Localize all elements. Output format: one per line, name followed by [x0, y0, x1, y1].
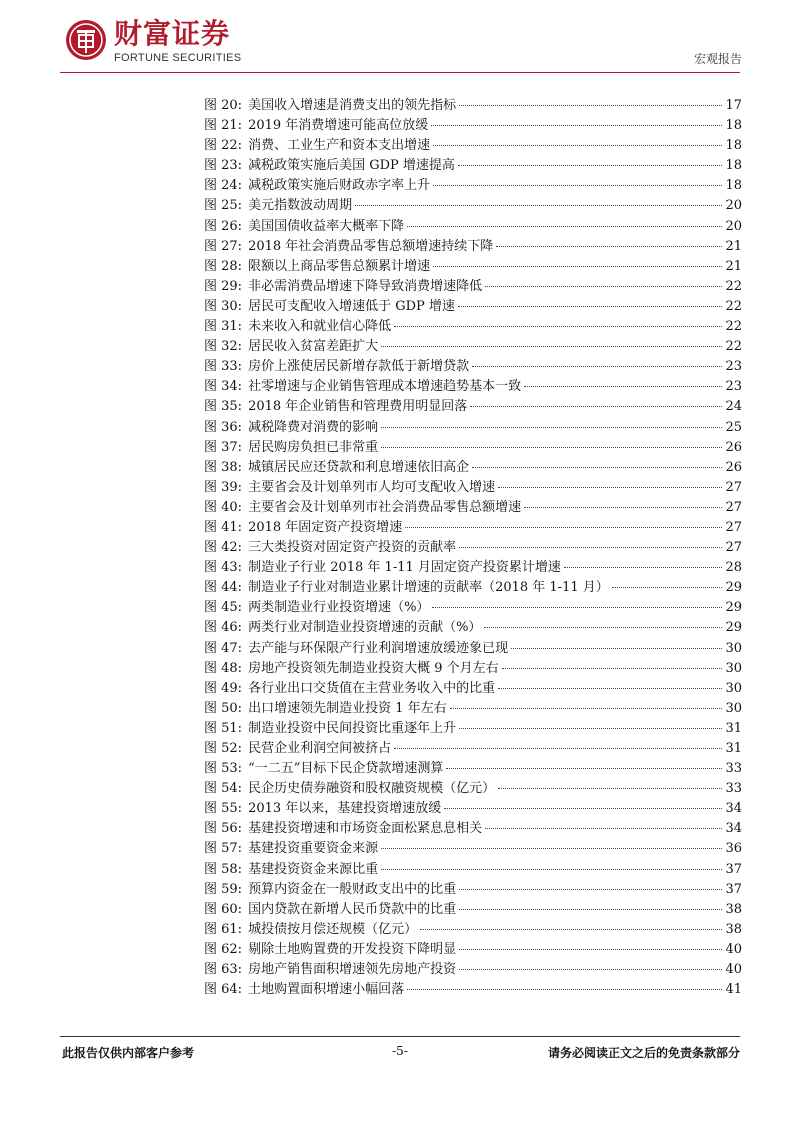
figure-page-number: 38: [725, 921, 742, 937]
figure-title: 民营企业利润空间被挤占: [248, 741, 392, 756]
toc-entry[interactable]: [204, 920, 742, 940]
figure-label: 图 29:: [204, 278, 243, 294]
figure-page-number: 26: [725, 459, 742, 475]
figure-label: 图 62:: [204, 941, 243, 957]
figure-title: “一二五”目标下民企贷款增速测算: [248, 761, 444, 777]
figure-title: 土地购置面积增速小幅回落: [248, 982, 405, 998]
figure-page-number: 27: [725, 519, 742, 535]
figure-label: 图 57:: [204, 841, 243, 857]
figure-title: 房价上涨使居民新增存款低于新增贷款: [248, 359, 470, 375]
figure-title: 基建投资重要资金来源: [248, 841, 379, 857]
toc-entry[interactable]: [204, 176, 742, 196]
figure-page-number: 17: [725, 98, 742, 113]
figure-page-number: 28: [725, 560, 742, 576]
figure-title: 预算内资金在一般财政支出中的比重: [248, 881, 457, 897]
figure-title: 美元指数波动周期: [248, 198, 353, 214]
figure-label: 图 47:: [204, 640, 243, 656]
figure-title: 美国收入增速是消费支出的领先指标: [248, 98, 457, 113]
brand-name-en: FORTUNE SECURITIES: [114, 52, 242, 64]
figure-page-number: 18: [725, 158, 742, 174]
figure-label: 图 27:: [204, 238, 243, 254]
figure-page-number: 30: [725, 660, 742, 676]
report-type: 宏观报告: [693, 52, 742, 66]
figure-page-number: 26: [725, 439, 742, 455]
figure-page-number: 22: [725, 298, 742, 314]
toc-entry[interactable]: [204, 237, 742, 257]
figure-page-number: 18: [725, 138, 742, 154]
figure-page-number: 38: [725, 901, 742, 917]
figure-label: 图 23:: [204, 158, 243, 174]
figure-label: 图 28:: [204, 258, 243, 274]
toc-entry[interactable]: [204, 860, 742, 880]
figure-page-number: 40: [725, 962, 742, 978]
toc-entry[interactable]: [204, 357, 742, 377]
dot-leader: [472, 467, 722, 468]
figure-label: 图 39:: [204, 479, 243, 495]
figure-label: 图 43:: [204, 560, 243, 576]
figure-label: 图 41:: [204, 519, 243, 535]
figure-page-number: 25: [725, 419, 742, 435]
dot-leader: [444, 808, 722, 809]
page-header: [0, 0, 800, 80]
toc-entry[interactable]: [204, 498, 742, 518]
figure-title: 城投债按月偿还规模（亿元）: [248, 921, 418, 937]
figure-page-number: 27: [725, 479, 742, 495]
figure-label: 图 58:: [204, 861, 243, 877]
dot-leader: [498, 688, 722, 689]
dot-leader: [450, 708, 723, 709]
figure-page-number: 30: [725, 680, 742, 696]
toc-entry[interactable]: [204, 558, 742, 578]
figure-page-number: 34: [725, 801, 742, 817]
figure-label: 图 20:: [204, 98, 243, 113]
figure-page-number: 33: [725, 761, 742, 777]
dot-leader: [394, 326, 722, 327]
figure-label: 图 32:: [204, 339, 243, 355]
dot-leader: [381, 447, 722, 448]
figure-page-number: 22: [725, 319, 742, 335]
toc-entry[interactable]: [204, 196, 742, 216]
toc-entry[interactable]: [204, 418, 742, 438]
toc-entry[interactable]: [204, 779, 742, 799]
dot-leader: [498, 487, 722, 488]
dot-leader: [612, 587, 723, 588]
dot-leader: [458, 165, 723, 166]
figure-page-number: 22: [725, 278, 742, 294]
figure-label: 图 45:: [204, 600, 243, 616]
figure-title: 2013 年以来，基建投资增速放缓: [248, 801, 442, 817]
figure-page-number: 37: [725, 861, 742, 877]
dot-leader: [470, 406, 722, 407]
dot-leader: [458, 306, 723, 307]
dot-leader: [394, 748, 722, 749]
figure-title: 减税政策实施后财政赤字率上升: [248, 178, 431, 194]
toc-entry[interactable]: [204, 900, 742, 920]
dot-leader: [381, 427, 722, 428]
dot-leader: [381, 346, 722, 347]
figure-page-number: 30: [725, 700, 742, 716]
figure-title: 居民购房负担已非常重: [248, 439, 379, 455]
figure-page-number: 29: [725, 580, 742, 596]
footer-legal-note: 请务必阅读正文之后的免责条款部分: [547, 1046, 740, 1060]
figure-label: 图 30:: [204, 298, 243, 314]
figure-title: 民企历史债券融资和股权融资规模（亿元）: [248, 781, 496, 797]
figure-label: 图 35:: [204, 399, 243, 415]
dot-leader: [432, 607, 722, 608]
toc-entry[interactable]: [204, 618, 742, 638]
toc-entry[interactable]: [204, 739, 742, 759]
toc-entry[interactable]: [204, 377, 742, 397]
dot-leader: [511, 648, 722, 649]
figure-label: 图 38:: [204, 459, 243, 475]
dot-leader: [420, 929, 722, 930]
figure-page-number: 21: [725, 238, 742, 254]
dot-leader: [459, 105, 722, 106]
figure-label: 图 26:: [204, 218, 243, 234]
figure-label: 图 36:: [204, 419, 243, 435]
figure-page-number: 36: [725, 841, 742, 857]
toc-entry[interactable]: [204, 598, 742, 618]
figure-label: 图 59:: [204, 881, 243, 897]
dot-leader: [524, 386, 722, 387]
figure-page-number: 22: [725, 339, 742, 355]
figure-page-number: 40: [725, 941, 742, 957]
figure-label: 图 40:: [204, 499, 243, 515]
toc-entry[interactable]: [204, 759, 742, 779]
figure-title: 2018 年固定资产投资增速: [248, 519, 403, 535]
toc-entry[interactable]: [204, 96, 742, 116]
figure-label: 图 46:: [204, 620, 243, 636]
figure-label: 图 24:: [204, 178, 243, 194]
toc-entry[interactable]: [204, 940, 742, 960]
toc-entry[interactable]: [204, 719, 742, 739]
figure-title: 基建投资资金来源比重: [248, 861, 379, 877]
dot-leader: [459, 728, 722, 729]
toc-entry[interactable]: [204, 659, 742, 679]
toc-entry[interactable]: [204, 518, 742, 538]
dot-leader: [472, 366, 722, 367]
dot-leader: [446, 768, 722, 769]
figure-title: 制造业子行业对制造业累计增速的贡献率（2018 年 1-11 月）: [248, 580, 609, 596]
figure-label: 图 64:: [204, 982, 243, 998]
header-divider: [60, 72, 740, 73]
dot-leader: [485, 828, 722, 829]
figure-label: 图 52:: [204, 741, 243, 756]
figure-label: 图 63:: [204, 962, 243, 978]
dot-leader: [498, 788, 722, 789]
figure-title: 消费、工业生产和资本支出增速: [248, 138, 431, 154]
toc-entry[interactable]: [204, 297, 742, 317]
figure-title: 剔除土地购置费的开发投资下降明显: [248, 941, 457, 957]
figure-page-number: 37: [725, 881, 742, 897]
dot-leader: [407, 226, 722, 227]
figure-label: 图 48:: [204, 660, 243, 676]
figure-page-number: 18: [725, 178, 742, 194]
figure-title: 社零增速与企业销售管理成本增速趋势基本一致: [248, 379, 522, 395]
toc-entry[interactable]: [204, 317, 742, 337]
figure-page-number: 30: [725, 640, 742, 656]
figure-page-number: 33: [725, 781, 742, 797]
toc-entry[interactable]: [204, 156, 742, 176]
footer-divider: [60, 1036, 740, 1037]
figure-page-number: 27: [725, 499, 742, 515]
figure-label: 图 50:: [204, 700, 243, 716]
figure-page-number: 20: [725, 198, 742, 214]
figure-title: 去产能与环保限产行业利润增速放缓迹象已现: [248, 640, 509, 656]
figure-title: 各行业出口交货值在主营业务收入中的比重: [248, 680, 496, 696]
dot-leader: [355, 205, 722, 206]
figure-page-number: 23: [725, 379, 742, 395]
figure-label: 图 21:: [204, 118, 243, 134]
figure-page-number: 31: [725, 720, 742, 736]
toc-entry[interactable]: [204, 438, 742, 458]
footer-disclaimer-note: 此报告仅供内部客户参考: [62, 1046, 195, 1060]
dot-leader: [433, 266, 722, 267]
figure-title: 居民可支配收入增速低于 GDP 增速: [248, 298, 455, 314]
figure-title: 出口增速领先制造业投资 1 年左右: [248, 700, 447, 716]
dot-leader: [524, 507, 722, 508]
figure-label: 图 56:: [204, 821, 243, 837]
figure-label: 图 33:: [204, 359, 243, 375]
dot-leader: [431, 125, 722, 126]
figure-title: 限额以上商品零售总额累计增速: [248, 258, 431, 274]
brand-name-cn: 财富证券: [114, 17, 231, 50]
figure-title: 两类行业对制造业投资增速的贡献（%）: [248, 620, 482, 636]
figure-page-number: 34: [725, 821, 742, 837]
toc-entry[interactable]: [204, 819, 742, 839]
toc-entry[interactable]: [204, 257, 742, 277]
figure-title: 房地产投资领先制造业投资大概 9 个月左右: [248, 660, 499, 676]
dot-leader: [459, 547, 722, 548]
dot-leader: [405, 527, 722, 528]
figure-page-number: 18: [725, 118, 742, 134]
figure-title: 城镇居民应还贷款和利息增速依旧高企: [248, 459, 470, 475]
dot-leader: [381, 869, 722, 870]
figure-label: 图 53:: [204, 761, 243, 777]
toc-entry[interactable]: [204, 478, 742, 498]
dot-leader: [502, 668, 723, 669]
dot-leader: [459, 969, 722, 970]
figure-title: 制造业子行业 2018 年 1-11 月固定资产投资累计增速: [248, 560, 561, 576]
figure-title: 国内贷款在新增人民币贷款中的比重: [248, 901, 457, 917]
toc-entry[interactable]: [204, 699, 742, 719]
figure-title: 美国国债收益率大概率下降: [248, 218, 405, 234]
figure-list: [204, 96, 742, 1000]
page-number: -5-: [392, 1044, 408, 1058]
toc-entry[interactable]: [204, 277, 742, 297]
figure-page-number: 31: [725, 741, 742, 756]
figure-title: 主要省会及计划单列市人均可支配收入增速: [248, 479, 496, 495]
figure-label: 图 25:: [204, 198, 243, 214]
dot-leader: [485, 286, 722, 287]
toc-entry[interactable]: [204, 217, 742, 237]
dot-leader: [564, 567, 723, 568]
figure-label: 图 60:: [204, 901, 243, 917]
figure-label: 图 42:: [204, 540, 243, 556]
figure-page-number: 29: [725, 600, 742, 616]
figure-label: 图 51:: [204, 720, 243, 736]
figure-page-number: 23: [725, 359, 742, 375]
dot-leader: [433, 145, 722, 146]
figure-title: 两类制造业行业投资增速（%）: [248, 600, 430, 616]
figure-label: 图 55:: [204, 801, 243, 817]
dot-leader: [496, 246, 722, 247]
figure-title: 居民收入贫富差距扩大: [248, 339, 379, 355]
toc-entry[interactable]: [204, 880, 742, 900]
figure-title: 主要省会及计划单列市社会消费品零售总额增速: [248, 499, 522, 515]
dot-leader: [433, 185, 722, 186]
figure-page-number: 24: [725, 399, 742, 415]
figure-title: 制造业投资中民间投资比重逐年上升: [248, 720, 457, 736]
figure-label: 图 22:: [204, 138, 243, 154]
toc-entry[interactable]: [204, 397, 742, 417]
toc-entry[interactable]: [204, 799, 742, 819]
figure-label: 图 49:: [204, 680, 243, 696]
figure-title: 减税政策实施后美国 GDP 增速提高: [248, 158, 455, 174]
figure-title: 2018 年企业销售和管理费用明显回落: [248, 399, 468, 415]
figure-title: 2018 年社会消费品零售总额增速持续下降: [248, 238, 494, 254]
figure-page-number: 41: [725, 982, 742, 998]
figure-title: 未来收入和就业信心降低: [248, 319, 392, 335]
toc-entry[interactable]: [204, 639, 742, 659]
toc-entry[interactable]: [204, 578, 742, 598]
toc-entry[interactable]: [204, 337, 742, 357]
figure-label: 图 31:: [204, 319, 243, 335]
dot-leader: [484, 627, 722, 628]
figure-page-number: 20: [725, 218, 742, 234]
figure-label: 图 54:: [204, 781, 243, 797]
fortune-securities-logo-icon: [64, 18, 108, 62]
figure-label: 图 44:: [204, 580, 243, 596]
dot-leader: [459, 949, 722, 950]
figure-page-number: 21: [725, 258, 742, 274]
toc-entry[interactable]: [204, 679, 742, 699]
toc-entry[interactable]: [204, 136, 742, 156]
figure-title: 基建投资增速和市场资金面松紧息息相关: [248, 821, 483, 837]
figure-title: 2019 年消费增速可能高位放缓: [248, 118, 429, 134]
dot-leader: [459, 889, 722, 890]
figure-label: 图 61:: [204, 921, 243, 937]
toc-entry[interactable]: [204, 960, 742, 980]
figure-page-number: 29: [725, 620, 742, 636]
dot-leader: [407, 989, 722, 990]
dot-leader: [381, 848, 722, 849]
figure-title: 三大类投资对固定资产投资的贡献率: [248, 540, 457, 556]
figure-page-number: 27: [725, 540, 742, 556]
figure-label: 图 37:: [204, 439, 243, 455]
toc-entry[interactable]: [204, 116, 742, 136]
figure-title: 非必需消费品增速下降导致消费增速降低: [248, 278, 483, 294]
toc-entry[interactable]: [204, 538, 742, 558]
toc-entry[interactable]: [204, 839, 742, 859]
toc-entry[interactable]: [204, 458, 742, 478]
figure-label: 图 34:: [204, 379, 243, 395]
figure-title: 减税降费对消费的影响: [248, 419, 379, 435]
toc-entry[interactable]: [204, 980, 742, 1000]
dot-leader: [459, 909, 722, 910]
figure-title: 房地产销售面积增速领先房地产投资: [248, 962, 457, 978]
